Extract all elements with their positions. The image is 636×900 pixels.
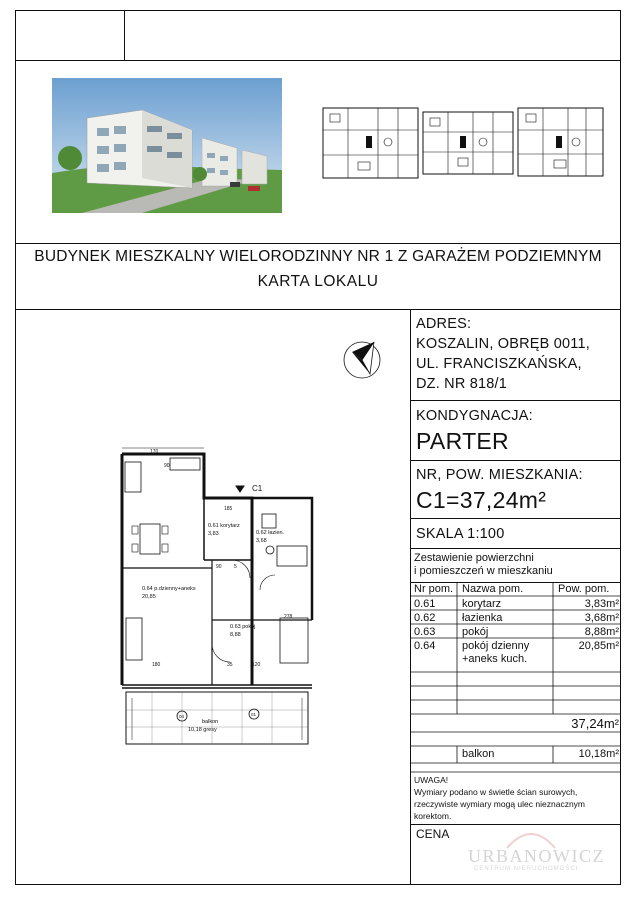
table-cell: 0.61 <box>414 598 436 610</box>
table-cell: 3,68m² <box>584 612 619 624</box>
divider <box>15 243 621 244</box>
total-area: 37,24m² <box>571 716 619 731</box>
room-area-0.64: 20,85 <box>142 594 156 600</box>
divider <box>410 824 621 825</box>
address-line: UL. FRANCISZKAŃSKA, <box>416 356 582 372</box>
room-area-0.63: 8,88 <box>230 632 241 638</box>
watermark-subtext: CENTRUM NIERUCHOMOŚCI <box>474 866 579 872</box>
dimension-label: 278 <box>284 614 293 620</box>
divider <box>410 548 621 549</box>
room-label-0.63: 0.63 pokój <box>230 624 256 630</box>
unit-value: C1=37,24m² <box>416 487 547 513</box>
balcony-area: 10,18 gresy <box>188 727 217 733</box>
table-cell: 0.64 <box>414 640 436 652</box>
document-title: BUDYNEK MIESZKALNY WIELORODZINNY NR 1 Z GARAŻEM PODZIEMNYM <box>34 248 602 265</box>
column-header: Pow. pom. <box>558 583 610 595</box>
room-label-0.61: 0.61 korytarz <box>208 523 240 529</box>
table-cell: pokój dzienny <box>462 640 530 652</box>
room-label-0.64: 0.64 p.dzienny+aneks <box>142 586 196 592</box>
summary-heading: Zestawienie powierzchni i pomieszczeń w mieszkaniu <box>414 552 553 577</box>
table-cell: 3,83m² <box>584 598 619 610</box>
floor-value: PARTER <box>416 428 509 454</box>
column-header: Nr pom. <box>414 583 454 595</box>
watermark-text: URBANOWICZ <box>468 846 605 866</box>
north-arrow-icon <box>340 338 384 382</box>
table-cell: 0.63 <box>414 626 436 638</box>
table-cell: pokój <box>462 626 489 638</box>
room-label-0.62: 0.62 łazien. <box>256 530 285 536</box>
balcony-label: balkon <box>462 748 495 760</box>
table-cell: korytarz <box>462 598 502 610</box>
divider <box>124 10 125 60</box>
address-line: KOSZALIN, OBRĘB 0011, <box>416 336 590 352</box>
floor-label: KONDYGNACJA: <box>416 408 533 424</box>
unit-label: NR, POW. MIESZKANIA: <box>416 467 583 483</box>
marker-01: 01 <box>251 712 257 717</box>
table-cell: 20,85m² <box>578 640 619 652</box>
divider <box>410 400 621 401</box>
dimension-label: 90 <box>164 463 170 469</box>
balcony-area: 10,18m² <box>578 748 619 760</box>
room-area-0.61: 3,83 <box>208 531 219 537</box>
scale-label: SKALA 1:100 <box>416 526 505 542</box>
table-cell: +aneks kuch. <box>462 653 528 665</box>
table-cell: 8,88m² <box>584 626 619 638</box>
dimension-label: 35 <box>227 662 233 668</box>
apartment-floor-plan <box>112 440 317 748</box>
table-cell: łazienka <box>462 612 503 624</box>
site-plan-thumbnail <box>318 100 608 190</box>
note: UWAGA! Wymiary podano w świetle ścian surowych, rzeczywiste wymiary mogą ulec nieznacznym korektom. <box>414 775 585 821</box>
dimension-label: 120 <box>252 662 261 668</box>
dimension-label: 90 <box>216 564 222 570</box>
unit-label-c1: C1 <box>252 484 263 493</box>
dimension-label: 185 <box>224 506 233 512</box>
column-header: Nazwa pom. <box>462 583 524 595</box>
divider <box>15 309 621 310</box>
divider <box>410 518 621 519</box>
document-subtitle: KARTA LOKALU <box>257 273 379 290</box>
room-area-0.62: 3,68 <box>256 538 267 544</box>
price-label: CENA <box>416 827 450 841</box>
divider <box>410 460 621 461</box>
address-label: ADRES: <box>416 316 472 332</box>
divider <box>15 60 621 61</box>
marker-04: 04 <box>179 714 185 719</box>
dimension-label: 5 <box>234 564 237 570</box>
table-cell: 0.62 <box>414 612 436 624</box>
balcony-label: balkon <box>202 719 219 725</box>
dimension-label: 170 <box>150 449 159 455</box>
address-line: DZ. NR 818/1 <box>416 376 508 392</box>
dimension-label: 180 <box>152 662 161 668</box>
building-photo <box>52 78 282 213</box>
